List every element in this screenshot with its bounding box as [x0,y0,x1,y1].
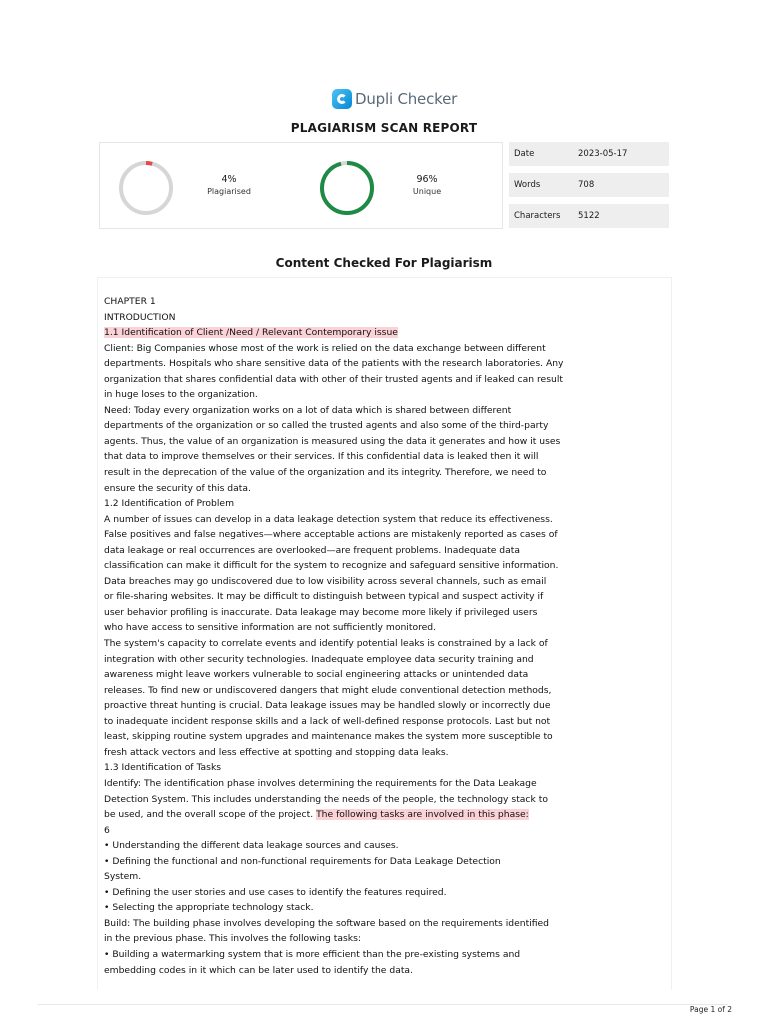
content-line [104,589,664,605]
meta-row-date [509,142,669,166]
content-line-text: 6 [104,824,110,836]
content-line [104,543,664,559]
content-line-text: that data to improve themselves or their services. If this confidential data is leaked then it will [104,451,539,463]
content-line [104,387,664,403]
content-line [104,776,664,792]
unique-ring-chart [319,160,375,216]
content-line-text: False positives and false negatives—where acceptable actions are mistakenly reported as cases of [104,529,558,541]
checked-content-box [97,277,672,990]
content-line [104,356,664,372]
report-title: PLAGIARISM SCAN REPORT [290,121,478,135]
content-line-text: in huge loses to the organization. [104,389,258,401]
content-line-text: 1.2 Identification of Problem [104,498,235,510]
content-line-text: System. [104,871,142,883]
content-line-text: result in the deprecation of the value of the organization and its integrity. Therefore, we need to [104,467,547,479]
content-line [104,792,664,808]
plagiarised-label: Plagiarised [207,187,251,196]
content-line [104,341,664,357]
content-line-text: releases. To find new or undiscovered dangers that might elude conventional detection methods, [104,684,552,696]
content-line-text: INTRODUCTION [104,311,176,323]
content-line-text: least, skipping routine system upgrades and maintenance makes the system more susceptible to [104,731,553,743]
content-line-text: agents. Thus, the value of an organization is measured using the data it generates and how it uses [104,435,561,447]
content-text [104,294,664,978]
content-line-text: 1.1 Identification of Client /Need / Relevant Contemporary issue [104,327,398,339]
content-line [104,760,664,776]
content-line-text: • Defining the user stories and use cases to identify the features required. [104,886,447,898]
content-line-text: CHAPTER 1 [104,296,156,307]
content-line-text: proactive threat hunting is crucial. Data leakage issues may be handled slowly or incorrectly due [104,700,551,712]
content-line-text: Data breaches may go undiscovered due to low visibility across several channels, such as email [104,575,547,587]
content-line-text: • Understanding the different data leakage sources and causes. [104,840,399,852]
content-line [104,434,664,450]
content-line-text: Detection System. This includes understanding the needs of the people, the technology stack to [104,793,548,805]
content-section-title: Content Checked For Plagiarism [275,256,493,270]
meta-row-characters [509,204,669,228]
content-line-text: in the previous phase. This involves the following tasks: [104,933,361,945]
content-line [104,418,664,434]
content-line [104,403,664,419]
content-line-text: 1.3 Identification of Tasks [104,762,222,774]
content-line [104,325,664,341]
unique-label: Unique [412,187,442,196]
content-line [104,947,664,963]
content-line [104,885,664,901]
footer-divider [38,1004,728,1005]
content-line [104,620,664,636]
dupli-checker-logo-icon [332,89,352,109]
content-line [104,574,664,590]
content-line [104,745,664,761]
content-line [104,512,664,528]
content-line [104,496,664,512]
content-line-text: • Defining the functional and non-functional requirements for Data Leakage Detection [104,855,501,867]
content-line [104,636,664,652]
content-line-text: classification can make it difficult for the system to recognize and safeguard sensitive information. [104,560,559,572]
content-line-text: be used, and the overall scope of the project. [104,809,317,821]
meta-key: Words [514,180,541,190]
content-line [104,667,664,683]
content-line-highlight: The following tasks are involved in this phase: [316,809,529,821]
meta-value: 5122 [578,211,600,221]
meta-key: Characters [514,211,561,221]
content-line [104,465,664,481]
content-line [104,683,664,699]
content-line-text: Client: Big Companies whose most of the work is relied on the data exchange between different [104,342,546,354]
content-line [104,527,664,543]
content-line-text: integration with other security technologies. Inadequate employee data security training and [104,653,534,665]
content-line-text: • Selecting the appropriate technology stack. [104,902,314,914]
content-line [104,714,664,730]
content-line-text: fresh attack vectors and less effective at spotting and stopping data leaks. [104,746,449,758]
content-line [104,869,664,885]
content-line-text: • Building a watermarking system that is more efficient than the pre-existing systems and [104,948,521,960]
content-line-text: or file-sharing websites. It may be difficult to distinguish between typical and suspect activity if [104,591,544,603]
meta-key: Date [514,149,535,159]
meta-row-words [509,173,669,197]
content-line [104,729,664,745]
content-line [104,310,664,326]
score-summary [99,142,503,229]
content-line [104,854,664,870]
content-line [104,838,664,854]
content-line [104,372,664,388]
content-line [104,916,664,932]
content-line [104,823,664,839]
content-line-text: user behavior profiling is inaccurate. Data leakage may become more likely if privileged users [104,606,538,618]
unique-percent: 96% [416,174,438,185]
plagiarised-ring-chart [118,160,174,216]
content-line-text: Identify: The identification phase involves determining the requirements for the Data Leakage [104,777,537,789]
content-line [104,558,664,574]
content-line-text: embedding codes in it which can be later used to identify the data. [104,964,413,976]
content-line [104,449,664,465]
page-number: Page 1 of 2 [689,1005,732,1014]
content-line [104,698,664,714]
content-line-text: data leakage or real occurrences are overlooked—are frequent problems. Inadequate data [104,544,520,556]
content-line-text: organization that shares confidential data with other of their trusted agents and if leaked can result [104,373,563,385]
content-line [104,294,664,310]
content-line [104,900,664,916]
content-line [104,605,664,621]
content-line-text: A number of issues can develop in a data leakage detection system that reduce its effectiveness. [104,513,553,525]
plagiarised-percent: 4% [221,174,237,185]
content-line-text: ensure the security of this data. [104,482,251,494]
content-line-text: departments of the organization or so called the trusted agents and also some of the third-party [104,420,549,432]
content-line-text: The system's capacity to correlate events and identify potential leaks is constrained by a lack of [104,638,548,650]
content-line-text: who have access to sensitive information are not sufficiently monitored. [104,622,437,634]
meta-value: 708 [578,180,595,190]
content-line [104,931,664,947]
brand-name: Dupli Checker [355,90,458,108]
content-line [104,963,664,979]
content-line-text: awareness might leave workers vulnerable to social engineering attacks or unintended data [104,669,529,681]
content-line [104,807,664,823]
brand-logo [332,89,457,109]
meta-value: 2023-05-17 [578,149,628,159]
content-line-text: to inadequate incident response skills and a lack of well-defined response protocols. Last but not [104,715,551,727]
content-line [104,652,664,668]
content-line [104,481,664,497]
content-line-text: departments. Hospitals who share sensitive data of the patients with the research laboratories. Any [104,358,564,370]
content-line-text: Need: Today every organization works on a lot of data which is shared between different [104,404,512,416]
content-line-text: Build: The building phase involves developing the software based on the requirements identified [104,917,550,929]
